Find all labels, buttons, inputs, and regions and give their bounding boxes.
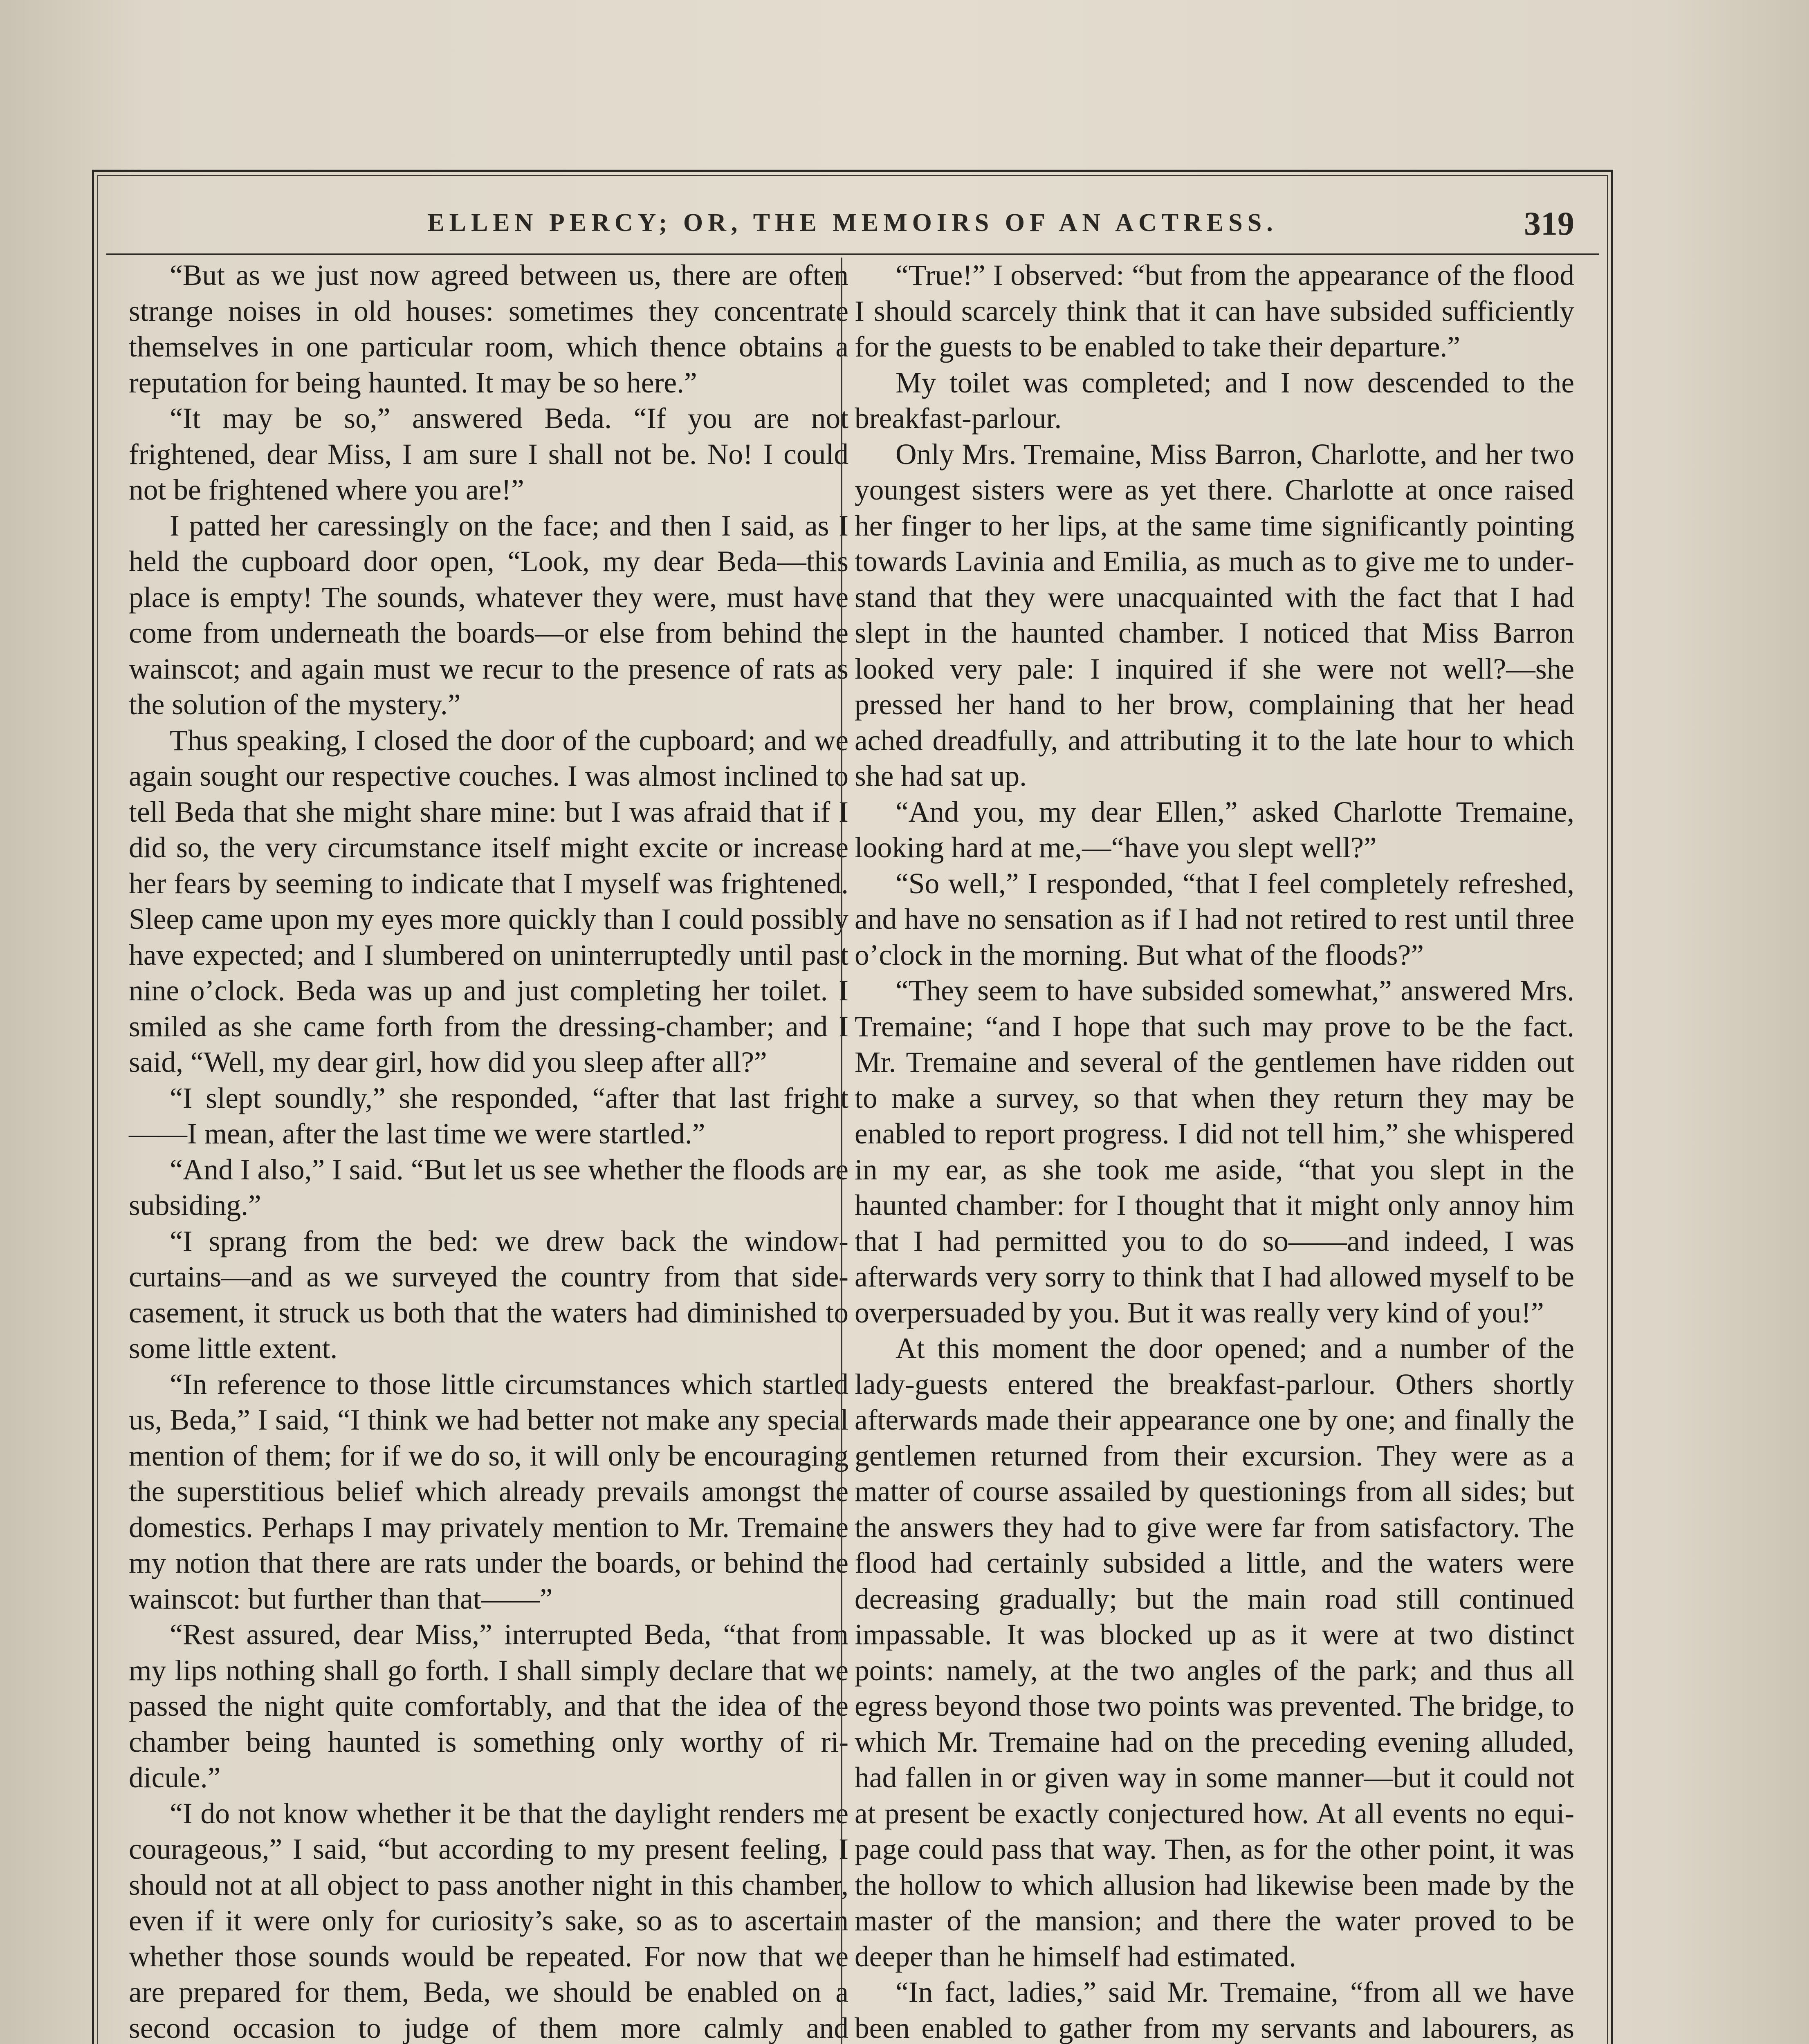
paragraph: I patted her caressingly on the face; and then I said, as I held the cupboard door open, “Look, my dear Beda—this place is empty! The sounds, whatever they were, must have come from underneath the boards—or else from behind the wainscot; and again must we recur to the presence of rats as the solution of the mystery.” bbox=[129, 509, 848, 721]
running-head bbox=[106, 204, 1599, 241]
page-number: 319 bbox=[1524, 205, 1574, 242]
paragraph: “I do not know whether it be that the daylight renders me courageous,” I said, “but according to my present feeling, I should not at all object to pass another night in this chamber, even if it were only for curiosity’s sake, so as to ascertain whether those sounds would be repeated. For now that we are prepared for them, Beda, we should be enabled on a second occasion to judge of them more calmly and bbox=[129, 1797, 848, 2044]
header-rule bbox=[106, 253, 1599, 255]
paragraph: Only Mrs. Tremaine, Miss Barron, Charlotte, and her two youngest sisters were as yet there. Charlotte at once raised her finger to her lips, at the same time significantly pointing towards Lavinia and Emilia, as much as to give me to understand that they were unacquainted with the fact that I had slept in the haunted chamber. I noticed that Miss Barron looked very pale: I inquired if she were not well?—she pressed her hand to her brow, complaining that her head ached dreadfully, and attributing it to the late hour to which she had sat up. bbox=[855, 438, 1574, 792]
paragraph: My toilet was completed; and I now descended to the breakfast-parlour. bbox=[855, 366, 1574, 435]
paragraph: “True!” I observed: “but from the appearance of the flood I should scarcely think that it can have subsided sufficiently for the guests to be enabled to take their departure.” bbox=[855, 259, 1574, 363]
paragraph: “In reference to those little circumstances which startled us, Beda,” I said, “I think we had better not make any special mention of them; for if we do so, it will only be encouraging the superstitious belief which already prevails amongst the domestics. Perhaps I may privately mention to Mr. Tremaine my notion that there are rats under the boards, or behind the wainscot: but further than that——” bbox=[129, 1368, 848, 1615]
paragraph: “But as we just now agreed between us, there are often strange noises in old houses: sometimes they concentrate themselves in one particular room, which thence obtains a reputation for being haunted. It may be so here.” bbox=[129, 259, 848, 399]
paragraph: “In fact, ladies,” said Mr. Tremaine, “from all we have been enabled to gather from my servants and labourers, as bbox=[855, 1976, 1574, 2044]
paragraph: “I sprang from the bed: we drew back the window-curtains—and as we surveyed the country from that side-casement, it struck us both that the waters had diminished to some little extent. bbox=[129, 1225, 848, 1365]
paragraph: “It may be so,” answered Beda. “If you are not frightened, dear Miss, I am sure I shall not be. No! I could not be frightened where you are!” bbox=[129, 402, 848, 506]
paragraph: “Rest assured, dear Miss,” interrupted Beda, “that from my lips nothing shall go forth. I shall simply declare that we passed the night quite comfortably, and that the idea of the chamber being haunted is something only worthy of ridicule.” bbox=[129, 1618, 848, 1794]
running-title: ELLEN PERCY; OR, THE MEMOIRS OF AN ACTRESS. bbox=[427, 209, 1278, 237]
paragraph: Thus speaking, I closed the door of the cupboard; and we again sought our respective couches. I was almost inclined to tell Beda that she might share mine: but I was afraid that if I did so, the very circumstance itself might excite or increase her fears by seeming to indicate that I myself was frightened. Sleep came upon my eyes more quickly than I could possibly have expected; and I slumbered on uninterruptedly until past nine o’clock. Beda was up and just completing her toilet. I smiled as she came forth from the dressing-chamber; and I said, “Well, my dear girl, how did you sleep after all?” bbox=[129, 724, 848, 1078]
paragraph: “And I also,” I said. “But let us see whether the floods are subsiding.” bbox=[129, 1153, 848, 1221]
left-column bbox=[129, 258, 848, 2044]
paragraph: “I slept soundly,” she responded, “after that last fright——I mean, after the last time we were startled.” bbox=[129, 1082, 848, 1150]
paragraph: At this moment the door opened; and a number of the lady-guests entered the breakfast-parlour. Others shortly afterwards made their appearance one by one; and finally the gentlemen returned from their excursion. They were as a matter of course assailed by questionings from all sides; but the answers they had to give were far from satisfactory. The flood had certainly subsided a little, and the waters were decreasing gradually; but the main road still continued impassable. It was blocked up as it were at two distinct points: namely, at the two angles of the park; and thus all egress beyond those two points was prevented. The bridge, to which Mr. Tremaine had on the preceding evening alluded, had fallen in or given way in some manner—but it could not at present be exactly conjectured how. At all events no equipage could pass that way. Then, as for the other point, it was the hollow to which allusion had likewise been made by the master of the mansion; and there the water proved to be deeper than he himself had estimated. bbox=[855, 1332, 1574, 1973]
column-divider bbox=[841, 258, 842, 2044]
paragraph: “And you, my dear Ellen,” asked Charlotte Tremaine, looking hard at me,—“have you slept well?” bbox=[855, 796, 1574, 864]
paragraph: “So well,” I responded, “that I feel completely refreshed, and have no sensation as if I had not retired to rest until three o’clock in the morning. But what of the floods?” bbox=[855, 867, 1574, 971]
right-column bbox=[855, 258, 1574, 2044]
paragraph: “They seem to have subsided somewhat,” answered Mrs. Tremaine; “and I hope that such may prove to be the fact. Mr. Tremaine and several of the gentlemen have ridden out to make a survey, so that when they return they may be enabled to report progress. I did not tell him,” she whispered in my ear, as she took me aside, “that you slept in the haunted chamber: for I thought that it might only annoy him that I had permitted you to do so——and indeed, I was afterwards very sorry to think that I had allowed myself to be overpersuaded by you. But it was really very kind of you!” bbox=[855, 975, 1574, 1329]
